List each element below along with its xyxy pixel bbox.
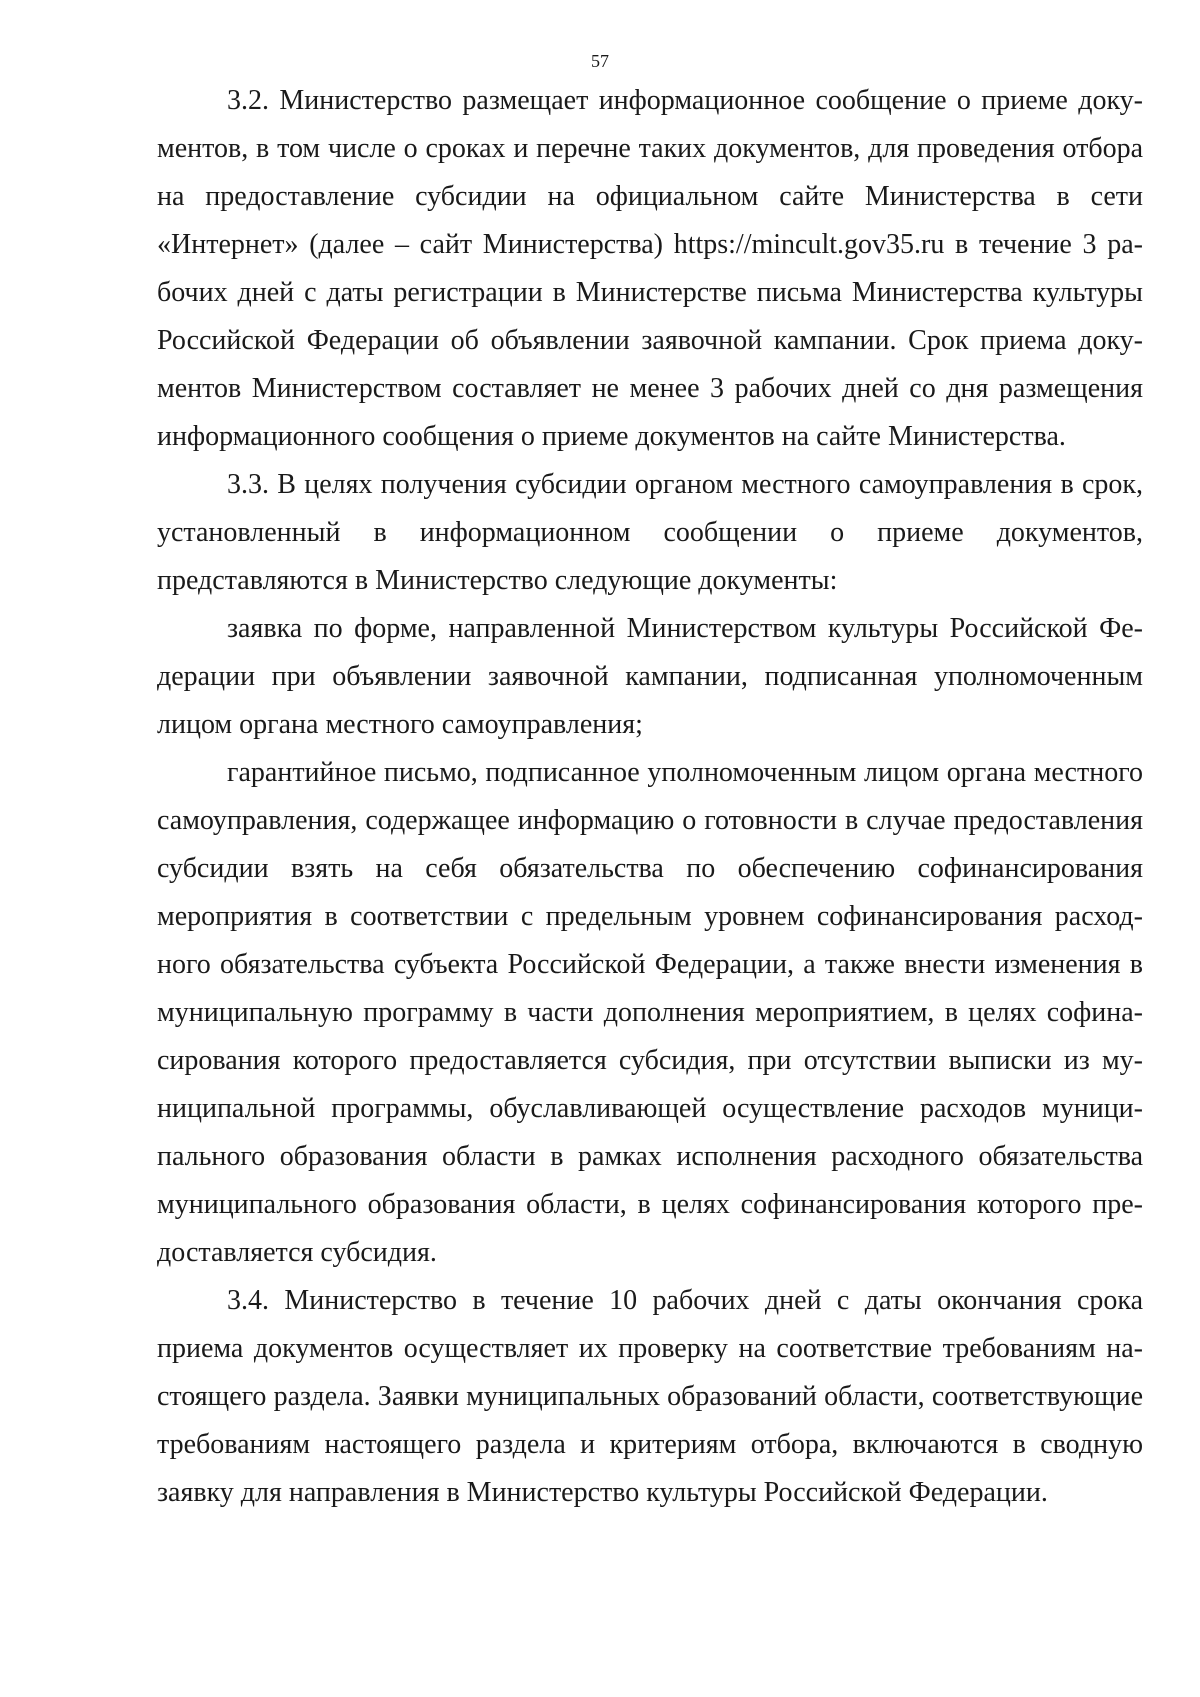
paragraph-3-2: 3.2. Министерство размещает информационное сообщение о приеме документов, в том числе о сроках и перечне таких документов, для проведения отбора на предоставление субсидии на официальном сайте Министерства в сети «Интернет» (далее – сайт Министерства) https://mincult.gov35.ru в течение 3 рабочих дней с даты регистрации в Министерстве письма Министерства культуры Российской Федерации об объявлении заявочной кампании. Срок приема документов Министерством составляет не менее 3 рабочих дней со дня размещения информационного сообщения о приеме документов на сайте Министерства. <box>157 85 1143 452</box>
paragraph-3-3: 3.3. В целях получения субсидии органом местного самоуправления в срок, установленный в информационном сообщении о приеме документов, представляются в Министерство следующие документы: <box>157 469 1143 596</box>
document-body <box>157 77 1143 1517</box>
paragraph-guarantee-letter: гарантийное письмо, подписанное уполномоченным лицом органа местного самоуправления, содержащее информацию о готовности в случае предоставления субсидии взять на себя обязательства по обеспечению софинансирования мероприятия в соответствии с предельным уровнем софинансирования расходного обязательства субъекта Российской Федерации, а также внести изменения в муниципальную программу в части дополнения мероприятием, в целях софинасирования которого предоставляется субсидия, при отсутствии выписки из муниципальной программы, обуславливающей осуществление расходов муниципального образования области в рамках исполнения расходного обязательства муниципального образования области, в целях софинансирования которого предоставляется субсидия. <box>157 757 1143 1268</box>
page-number: 57 <box>591 51 609 71</box>
paragraph-application-form: заявка по форме, направленной Министерством культуры Российской Федерации при объявлении заявочной кампании, подписанная уполномоченным лицом органа местного самоуправления; <box>157 613 1143 740</box>
paragraph-3-4: 3.4. Министерство в течение 10 рабочих дней с даты окончания срока приема документов осуществляет их проверку на соответствие требованиям настоящего раздела. Заявки муниципальных образований области, соответствующие требованиям настоящего раздела и критериям отбора, включаются в сводную заявку для направления в Министерство культуры Российской Федерации. <box>157 1285 1143 1508</box>
